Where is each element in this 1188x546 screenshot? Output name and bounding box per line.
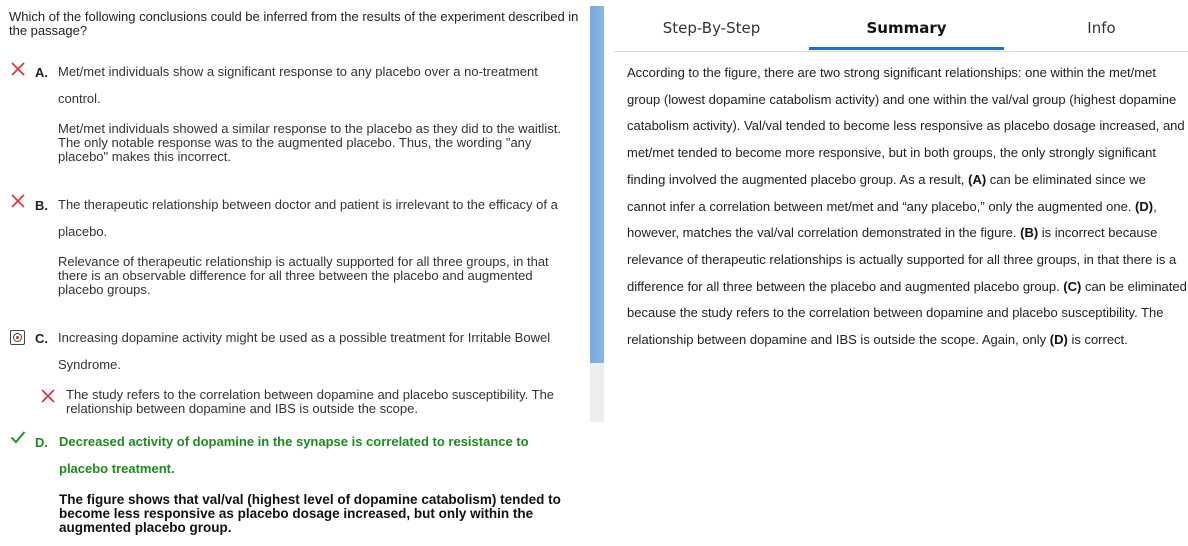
option-d-text[interactable]: Decreased activity of dopamine in the synapse is correlated to resistance to placebo treatment. (59, 434, 529, 476)
x-icon (10, 61, 26, 77)
question-text: Which of the following conclusions could be inferred from the results of the experiment described in the passage? (9, 9, 579, 38)
active-tab-indicator (809, 47, 1004, 50)
tab-summary[interactable]: Summary (866, 19, 947, 37)
tab-bar (614, 0, 1188, 52)
option-b-letter: B. (35, 198, 48, 213)
option-c-letter: C. (35, 331, 48, 346)
summary-text: According to the figure, there are two strong significant relationships: one within the met/met group (lowest dopamine catabolism activity) and one within the val/val group (highest dopamine catabolism activity). Val/val tended to become less responsive as placebo dosage increased, and met/met tended to become more responsive, but in both groups, the only strongly significant finding involved the augmented placebo group. As a result, (A) can be eliminated since we cannot infer a correlation between met/met and “any placebo,” only the augmented one. (D), however, matches the val/val correlation demonstrated in the figure. (B) is incorrect because relevance of therapeutic relationships is actually supported for all three groups, in that there is a difference for all three between the placebo and augmented placebo group. (C) can be eliminated because the study refers to the correlation between dopamine and placebo susceptibility. The relationship between dopamine and IBS is outside the scope. Again, only (D) is correct. (627, 65, 1187, 348)
option-b-explanation: Relevance of therapeutic relationship is actually supported for all three groups, in that there is an observable difference for all three between the placebo and augmented placebo groups. (58, 254, 549, 297)
option-c-explanation: The study refers to the correlation between dopamine and placebo susceptibility. The relationship between dopamine and IBS is outside the scope. (66, 387, 555, 416)
option-c-text[interactable]: Increasing dopamine activity might be used as a possible treatment for Irritable Bowel Syndrome. (58, 330, 551, 372)
x-icon (10, 193, 26, 209)
x-icon (40, 388, 56, 404)
option-d-letter: D. (35, 435, 48, 450)
question-pane (0, 0, 590, 546)
radio-selected-icon[interactable] (10, 330, 25, 345)
checkmark-icon (10, 429, 26, 445)
tab-step-by-step[interactable]: Step-By-Step (662, 19, 761, 37)
option-b-text[interactable]: The therapeutic relationship between doctor and patient is irrelevant to the efficacy of a placebo. (58, 197, 558, 239)
option-a-text[interactable]: Met/met individuals show a significant response to any placebo over a no-treatment control. (58, 64, 538, 106)
scrollbar-thumb[interactable] (590, 6, 604, 363)
tab-info[interactable]: Info (1087, 19, 1116, 37)
option-a-explanation: Met/met individuals showed a similar response to the placebo as they did to the waitlist. The only notable response was to the augmented placebo. Thus, the wording "any placebo" makes this incorrect. (58, 121, 561, 164)
option-a-letter: A. (35, 65, 48, 80)
explanation-pane (614, 0, 1188, 546)
option-d-explanation: The figure shows that val/val (highest level of dopamine catabolism) tended to become less responsive as placebo dosage increased, but only within the augmented placebo group. (59, 492, 561, 535)
